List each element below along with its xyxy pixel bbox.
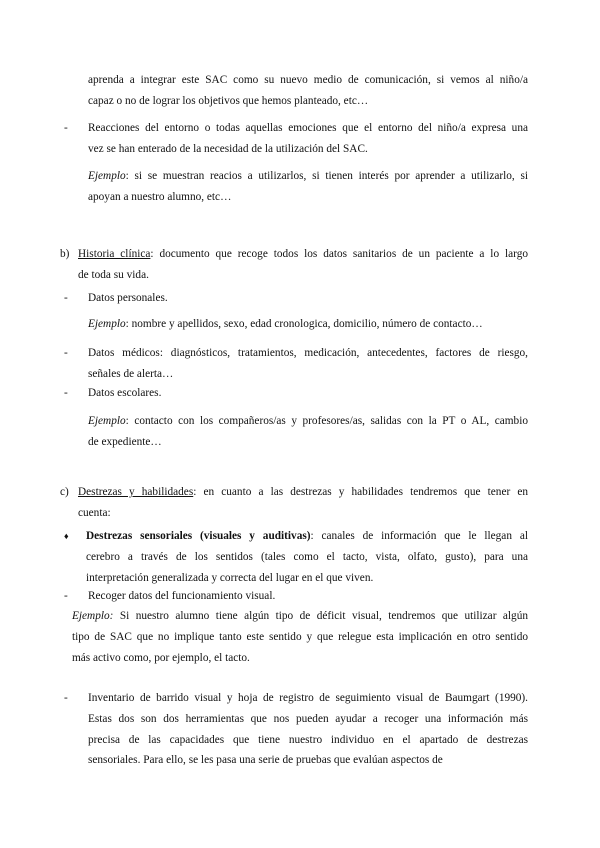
list-dash: - (64, 347, 68, 359)
section-historia-clinica (78, 244, 528, 286)
text-line: capaz o no de lograr los objetivos que hemos planteado, etc… (88, 94, 369, 107)
text-line: interpretación generalizada y correcta del lugar en el que viven. (86, 571, 374, 584)
text-line: cerebro a través de los sentidos (tales como el tacto, vista, olfato, gusto), para una (86, 550, 528, 563)
text-line: Inventario de barrido visual y hoja de registro de seguimiento visual de Baumgart (1990). (88, 692, 528, 704)
list-item-destrezas-sensoriales (86, 526, 528, 588)
example-label: Ejemplo (88, 170, 126, 182)
example-label: Ejemplo: (72, 610, 114, 622)
list-dash: - (64, 590, 68, 602)
text-line: apoyan a nuestro alumno, etc… (88, 190, 232, 203)
text-line: : en cuanto a las destrezas y habilidades tendremos que tener en (193, 486, 529, 498)
text-line: de toda su vida. (78, 268, 149, 281)
list-dash: - (64, 292, 68, 304)
paragraph-intro (88, 70, 528, 112)
text-line: vez se han enterado de la necesidad de la utilización del SAC. (88, 142, 368, 155)
text-line: : si se muestran reacios a utilizarlos, si tienen interés por aprender a utilizarlo, si (125, 170, 528, 182)
example-label: Ejemplo (88, 318, 126, 330)
text-line: Estas dos son dos herramientas que nos pueden ayudar a recoger una información más (88, 712, 528, 725)
text-line: precisa de las capacidades que tiene nuestro individuo en el apartado de destrezas (88, 733, 528, 746)
text-line: tipo de SAC que no implique tanto este sentido y que relegue esta implicación en otro sentido (72, 630, 528, 643)
list-item-datos-medicos (88, 343, 528, 385)
section-title: Destrezas y habilidades (78, 486, 194, 498)
list-item-recoger-datos: Recoger datos del funcionamiento visual. (88, 590, 276, 602)
diamond-bullet-icon: ♦ (64, 531, 69, 541)
list-item-datos-personales: Datos personales. (88, 292, 168, 304)
section-letter-c: c) (60, 486, 69, 498)
example-datos-escolares (88, 411, 528, 453)
example-destrezas (72, 606, 528, 668)
section-destrezas (78, 482, 528, 524)
text-line: de expediente… (88, 435, 162, 448)
example-datos-personales (88, 314, 483, 335)
section-letter-b: b) (60, 248, 70, 260)
list-dash: - (64, 692, 68, 704)
list-dash: - (64, 122, 68, 134)
example-label: Ejemplo (88, 415, 126, 427)
text-line: cuenta: (78, 506, 111, 519)
text-line: señales de alerta… (88, 367, 174, 380)
list-item-inventario (88, 688, 528, 771)
text-line: Datos médicos: diagnósticos, tratamientos, medicación, antecedentes, factores de riesgo, (88, 347, 528, 359)
text-line: Si nuestro alumno tiene algún tipo de déficit visual, tendremos que utilizar algún (113, 610, 528, 622)
example-reacciones (88, 166, 528, 208)
list-item-datos-escolares: Datos escolares. (88, 387, 162, 399)
list-item-reacciones (88, 118, 528, 160)
text-line: : documento que recoge todos los datos sanitarios de un paciente a lo largo (150, 248, 529, 260)
text-line: : nombre y apellidos, sexo, edad cronologica, domicilio, número de contacto… (125, 318, 483, 330)
bold-term: Destrezas sensoriales (visuales y auditivas) (86, 530, 311, 542)
text-line: : contacto con los compañeros/as y profesores/as, salidas con la PT o AL, cambio (125, 415, 528, 427)
list-dash: - (64, 387, 68, 399)
text-line: aprenda a integrar este SAC como su nuevo medio de comunicación, si vemos al niño/a (88, 74, 528, 86)
text-line: sensoriales. Para ello, se les pasa una serie de pruebas que evalúan aspectos de (88, 754, 443, 767)
section-title: Historia clínica (78, 248, 151, 260)
text-line: : canales de información que le llegan al (310, 530, 528, 542)
text-line: Reacciones del entorno o todas aquellas emociones que el entorno del niño/a expresa una (88, 122, 528, 134)
text-line: más activo como, por ejemplo, el tacto. (72, 651, 250, 664)
